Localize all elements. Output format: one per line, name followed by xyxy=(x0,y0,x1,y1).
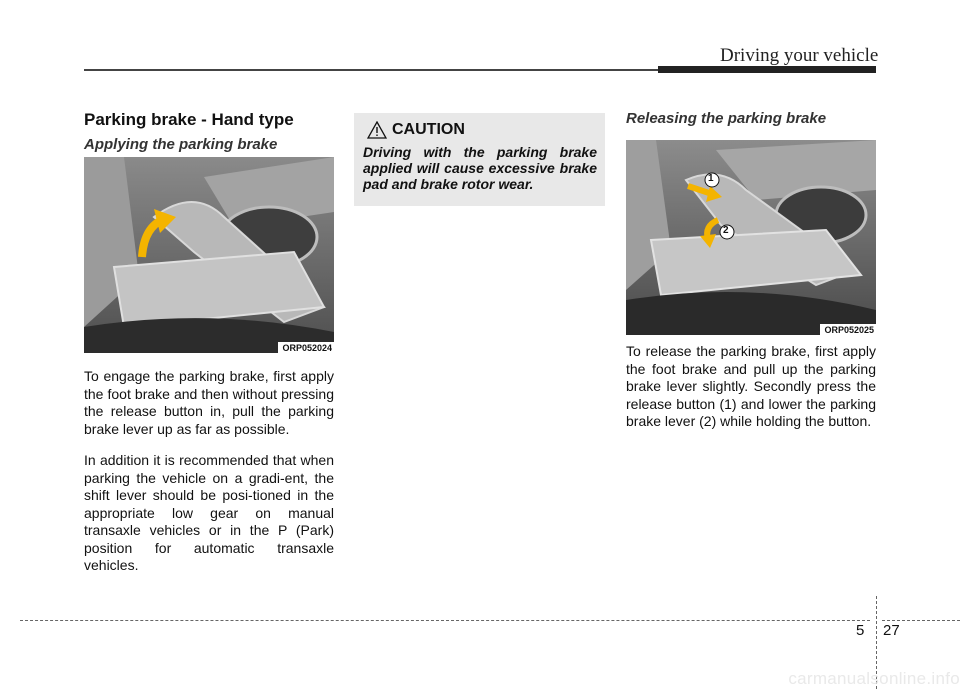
callout-2: 2 xyxy=(723,225,729,236)
applying-image-code: ORP052024 xyxy=(278,342,334,353)
releasing-paragraph: To release the parking brake, first apply the foot brake and pull up the parking brake lever slightly. Secondly press the release button (1) and lower the parking brake lever (2) while holding the button. xyxy=(626,343,876,429)
applying-photo xyxy=(84,157,334,353)
watermark: carmanualsonline.info xyxy=(788,669,960,688)
releasing-photo xyxy=(626,140,876,335)
page-heading: Parking brake - Hand type xyxy=(84,110,294,129)
page-number: 27 xyxy=(883,622,900,639)
warning-triangle-icon xyxy=(367,121,387,139)
caution-text: Driving with the parking brake applied will cause excessive brake pad and brake rotor wear. xyxy=(363,144,597,192)
footer-rule-right xyxy=(882,620,960,621)
chapter-number: 5 xyxy=(856,622,865,639)
callout-1: 1 xyxy=(708,173,714,184)
applying-paragraph-2: In addition it is recommended that when parking the vehicle on a gradi-ent, the shift lever should be posi-tioned in the appropriate low gear on manual transaxle vehicles or in the P (Park) position for automatic transaxle vehicles. xyxy=(84,452,334,573)
footer-rule xyxy=(20,620,870,621)
applying-subheading: Applying the parking brake xyxy=(84,136,278,153)
parking-brake-apply-illustration xyxy=(84,157,334,353)
applying-paragraph-1: To engage the parking brake, first apply the foot brake and then without pressing the release button in, pull the parking brake lever up as far as possible. xyxy=(84,368,334,437)
releasing-subheading: Releasing the parking brake xyxy=(626,110,827,127)
parking-brake-release-illustration xyxy=(626,140,876,335)
caution-title: CAUTION xyxy=(392,121,465,138)
header-rule-thick xyxy=(658,66,876,73)
section-title: Driving your vehicle xyxy=(720,45,879,66)
header-rule xyxy=(84,69,658,71)
releasing-image-code: ORP052025 xyxy=(820,324,876,335)
